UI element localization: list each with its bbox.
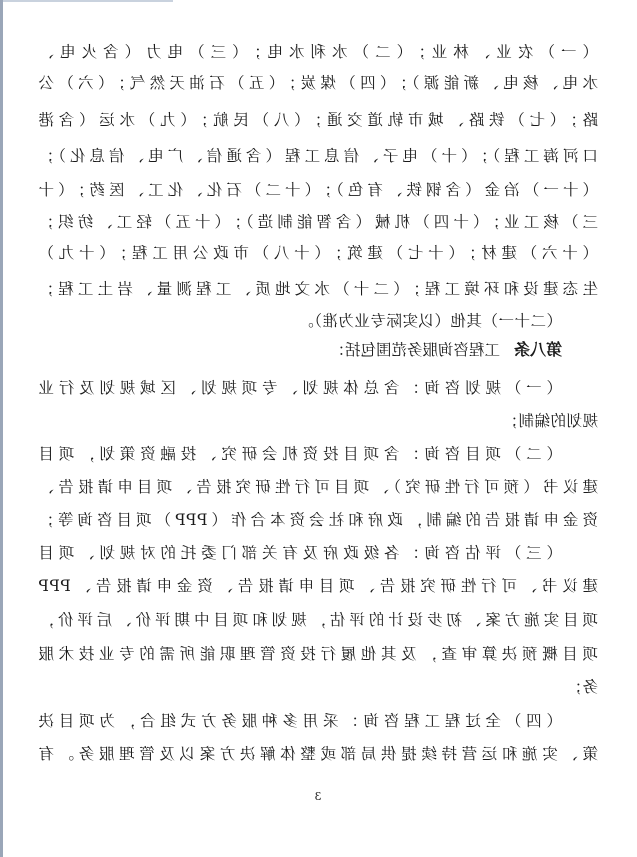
text-line: 口河海工程）；（十）电子、信息工程（含通信、广电、信息化）； <box>38 147 598 165</box>
text-line: 水电、核电、新能源）；（四）煤炭；（五）石油天然气；（六）公 <box>38 74 598 92</box>
text-line: 生态建设和环境工程；（二十）水文地质、工程测量、岩土工程； <box>38 280 598 298</box>
article-title: 第八条 <box>513 340 562 359</box>
text-line: （一）农业、林业；（二）水利水电；（三）电力（含火电、 <box>38 43 598 61</box>
text-line: （二）项目咨询：含项目投资机会研究、投融资策划，项目 <box>38 445 562 463</box>
text-line: 规划的编制； <box>501 412 598 430</box>
text-line: 策、实施和运营持续提供局部或整体解决方案以及管理服务。有 <box>38 745 598 763</box>
text-line: （三）评估咨询：各级政府及有关部门委托的对规划、项目 <box>38 544 562 562</box>
text-line: 项目概预决算审查，及其他履行投资管理职能所需的专业技术服 <box>38 645 598 663</box>
text-line: 三）核工业；（十四）机械（含智能制造）；（十五）轻工、纺织； <box>38 213 598 231</box>
text-line: 路；（七）铁路、城市轨道交通；（八）民航；（九）水运（含港 <box>38 111 598 129</box>
document-page <box>38 0 598 857</box>
text-line: （十一）冶金（含钢铁、有色）；（十二）石化、化工、医药；（十 <box>38 181 598 199</box>
page-number: 3 <box>314 790 322 803</box>
text-line: 资金申请报告的编制，政府和社会资本合作（PPP）项目咨询等； <box>38 511 598 529</box>
article-heading <box>329 339 562 361</box>
text-line: 项目实施方案、初步设计的评估，规划和项目中期评价、后评价， <box>38 611 598 629</box>
page-edge <box>0 0 3 857</box>
text-line: （一）规划咨询：含总体规划、专项规划、区域规划及行业 <box>38 379 562 397</box>
text-line: （二十一）其他（以实际专业为准）。 <box>297 312 562 330</box>
text-line: （十六）建材；（十七）建筑；（十八）市政公用工程；（十九） <box>38 244 598 262</box>
article-text: 工程咨询服务范围包括： <box>329 341 500 359</box>
text-line: 建议书（预可行性研究）、项目可行性研究报告、项目申请报告、 <box>38 478 598 496</box>
text-line: 务； <box>565 678 598 696</box>
text-line: （四）全过程工程咨询：采用多种服务方式组合，为项目决 <box>38 712 562 730</box>
text-line: 建议书、可行性研究报告、项目申请报告、资金申请报告、PPP <box>38 577 598 595</box>
